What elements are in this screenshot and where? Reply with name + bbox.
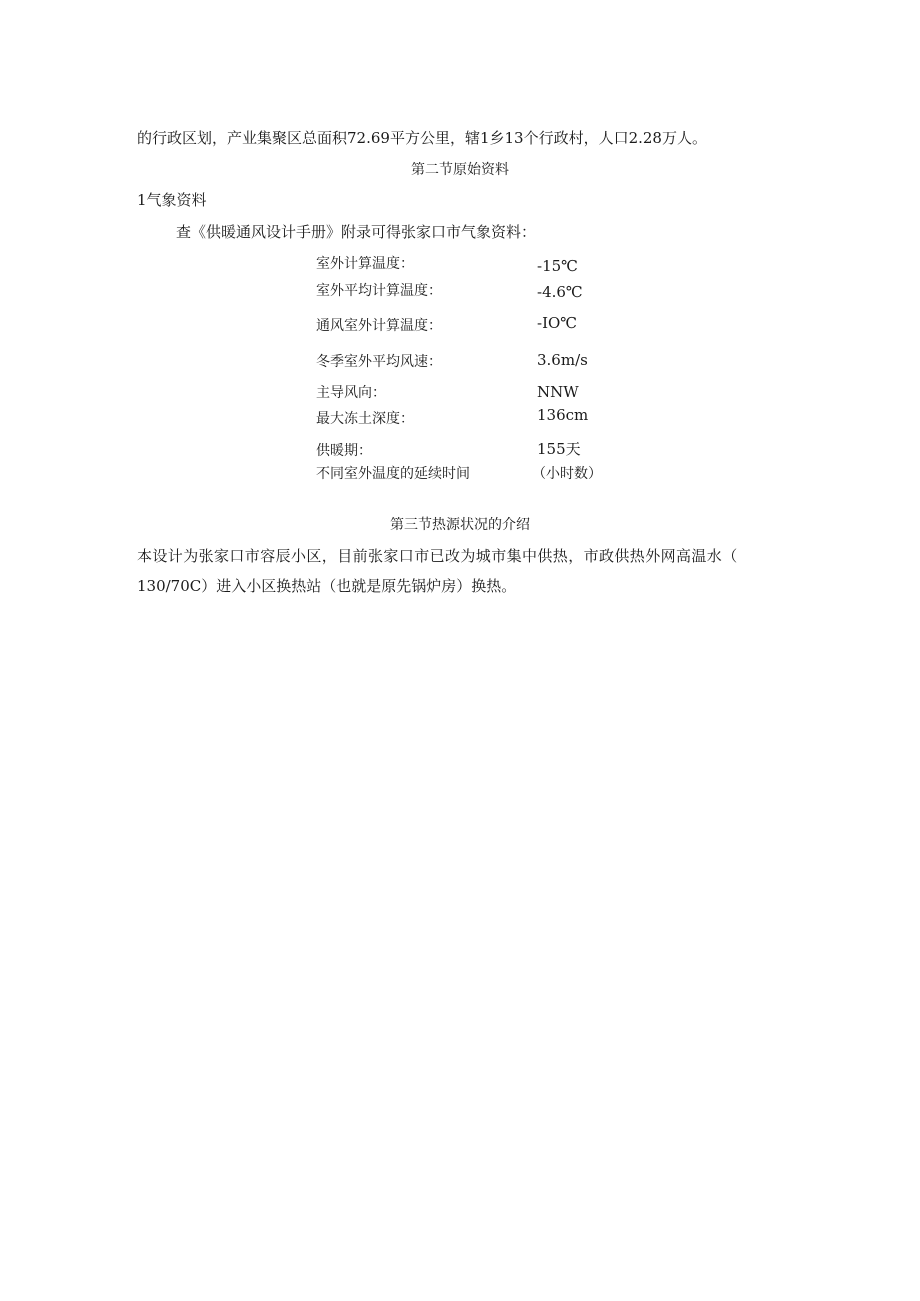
weather-row-value: 3.6m/s: [537, 351, 588, 369]
weather-row-label: 供暖期：: [316, 443, 372, 459]
weather-row-value: 136cm: [537, 406, 589, 424]
section-3-heading: 第三节热源状况的介绍: [390, 517, 530, 533]
weather-row-value: （小时数）: [532, 466, 602, 482]
weather-row-label: 室外平均计算温度：: [316, 283, 442, 299]
heat-source-paragraph-line: 130/70C）进入小区换热站（也就是原先锅炉房）换热。: [137, 577, 517, 595]
weather-row-value: 155天: [537, 440, 581, 458]
weather-row-value: -IO℃: [537, 314, 578, 332]
weather-row-label: 最大冻土深度：: [316, 411, 414, 427]
weather-row-label: 冬季室外平均风速：: [316, 354, 442, 370]
weather-lead-paragraph: 查《供暖通风设计手册》附录可得张家口市气象资料：: [176, 223, 537, 241]
weather-row-value: -15℃: [537, 257, 578, 275]
weather-row-label: 通风室外计算温度：: [316, 318, 442, 334]
heat-source-paragraph-line: 本设计为张家口市容辰小区，目前张家口市已改为城市集中供热，市政供热外网高温水（: [137, 547, 738, 565]
subsection-heading-weather: 1气象资料: [137, 191, 207, 209]
section-2-heading: 第二节原始资料: [411, 162, 509, 178]
weather-row-label: 不同室外温度的延续时间: [316, 466, 470, 482]
intro-paragraph-line: 的行政区划，产业集聚区总面积72.69平方公里，辖1乡13个行政村，人口2.28万人。: [137, 129, 707, 147]
weather-row-label: 主导风向：: [316, 385, 386, 401]
weather-row-value: NNW: [537, 383, 579, 401]
weather-row-label: 室外计算温度：: [316, 256, 414, 272]
weather-row-value: -4.6℃: [537, 283, 583, 301]
